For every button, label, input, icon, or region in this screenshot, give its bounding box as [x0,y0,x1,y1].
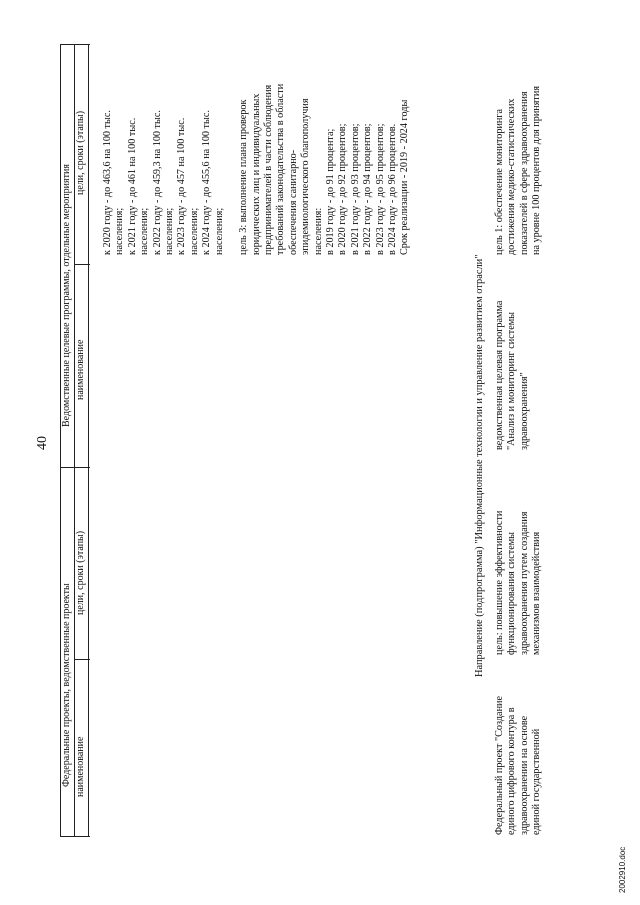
text-line: к 2021 году - до 461 на 100 тыс. [126,117,138,255]
file-name: 2002910.doc [618,846,627,893]
federal-project-name [494,696,544,835]
header-departmental-programs: Ведомственные целевые программы, отдельные мероприятия [61,164,72,427]
text-line: "Анализ и мониторинг системы [506,311,518,450]
text-line: цель: повышение эффективности [494,510,505,655]
text-line: населения; [114,207,126,255]
text-line: цель 3: выполнение плана проверок [238,99,250,255]
header-federal-projects: Федеральные проекты, ведомственные проекты [61,583,72,787]
text-line: в 2024 году - до 96 процентов. [386,123,398,255]
column-divider-middle [60,467,90,468]
page-number: 40 [35,436,50,450]
text-line: единой государственной [531,728,543,835]
program-goal [494,86,544,255]
text-line: достижения медико-статистических [506,98,518,255]
header-bottom-border [88,45,89,837]
header-col-name-right: наименование [75,339,86,400]
text-line: здравоохранении на основе [518,715,530,835]
text-line: эпидемиологического благополучия [300,98,312,255]
direction-title: Направление (подпрограмма) "Информационные технологии и управление развитием отрасли" [474,254,485,677]
continued-goals-text [102,84,412,255]
text-line: ведомственная целевая программа [494,300,505,450]
text-line: в 2023 году - до 95 процентов; [374,123,386,255]
column-divider-1 [74,659,90,660]
text-line: населения; [188,207,200,255]
text-line: населения: [312,207,324,255]
header-col-name-left: наименование [75,736,86,797]
text-line: в 2020 году - до 92 процентов; [337,123,349,255]
table-right-border [60,44,90,45]
text-line: к 2020 году - до 463,6 на 100 тыс. [102,110,113,255]
text-line: к 2022 году - до 459,3 на 100 тыс. [151,110,163,255]
text-line: здравоохранения путем создания [518,511,530,655]
text-line: населения; [163,207,175,255]
text-line [226,84,238,255]
text-line: здравоохранения" [518,372,530,450]
text-line: в 2019 году - до 91 процента; [325,128,337,255]
text-line: цель 1: обеспечение мониторинга [494,108,505,255]
program-name [494,301,531,450]
text-line: предпринимателей в части соблюдения [263,84,275,255]
text-line: к 2024 году - до 455,6 на 100 тыс. [201,110,213,255]
federal-project-goal [494,511,544,655]
text-line: Федеральный проект "Создание [494,696,505,835]
text-line: в 2022 году - до 94 процентов; [362,123,374,255]
text-line: показателей в сфере здравоохранения [518,91,530,255]
header-col-goals-right: цели, сроки (этапы) [75,110,86,195]
text-line: обеспечения санитарно- [287,149,299,255]
column-divider-3 [74,264,90,265]
text-line: к 2023 году - до 457 на 100 тыс. [176,117,188,255]
text-line: населения; [139,207,151,255]
text-line: на уровне 100 процентов для принятия [531,85,543,255]
text-line: в 2021 году - до 93 процентов; [349,123,361,255]
text-line: требований законодательства в области [275,83,287,255]
table-left-border [60,836,90,837]
text-line: населения; [213,207,225,255]
text-line: механизмов взаимодействия [531,531,543,655]
text-line: Срок реализации - 2019 - 2024 годы [399,99,411,255]
text-line: юридических лиц и индивидуальных [250,93,262,255]
header-col-goals-left: цели, сроки (этапы) [75,530,86,615]
text-line: единого цифрового контура в [506,707,518,835]
text-line: функционирования системы [506,531,518,655]
